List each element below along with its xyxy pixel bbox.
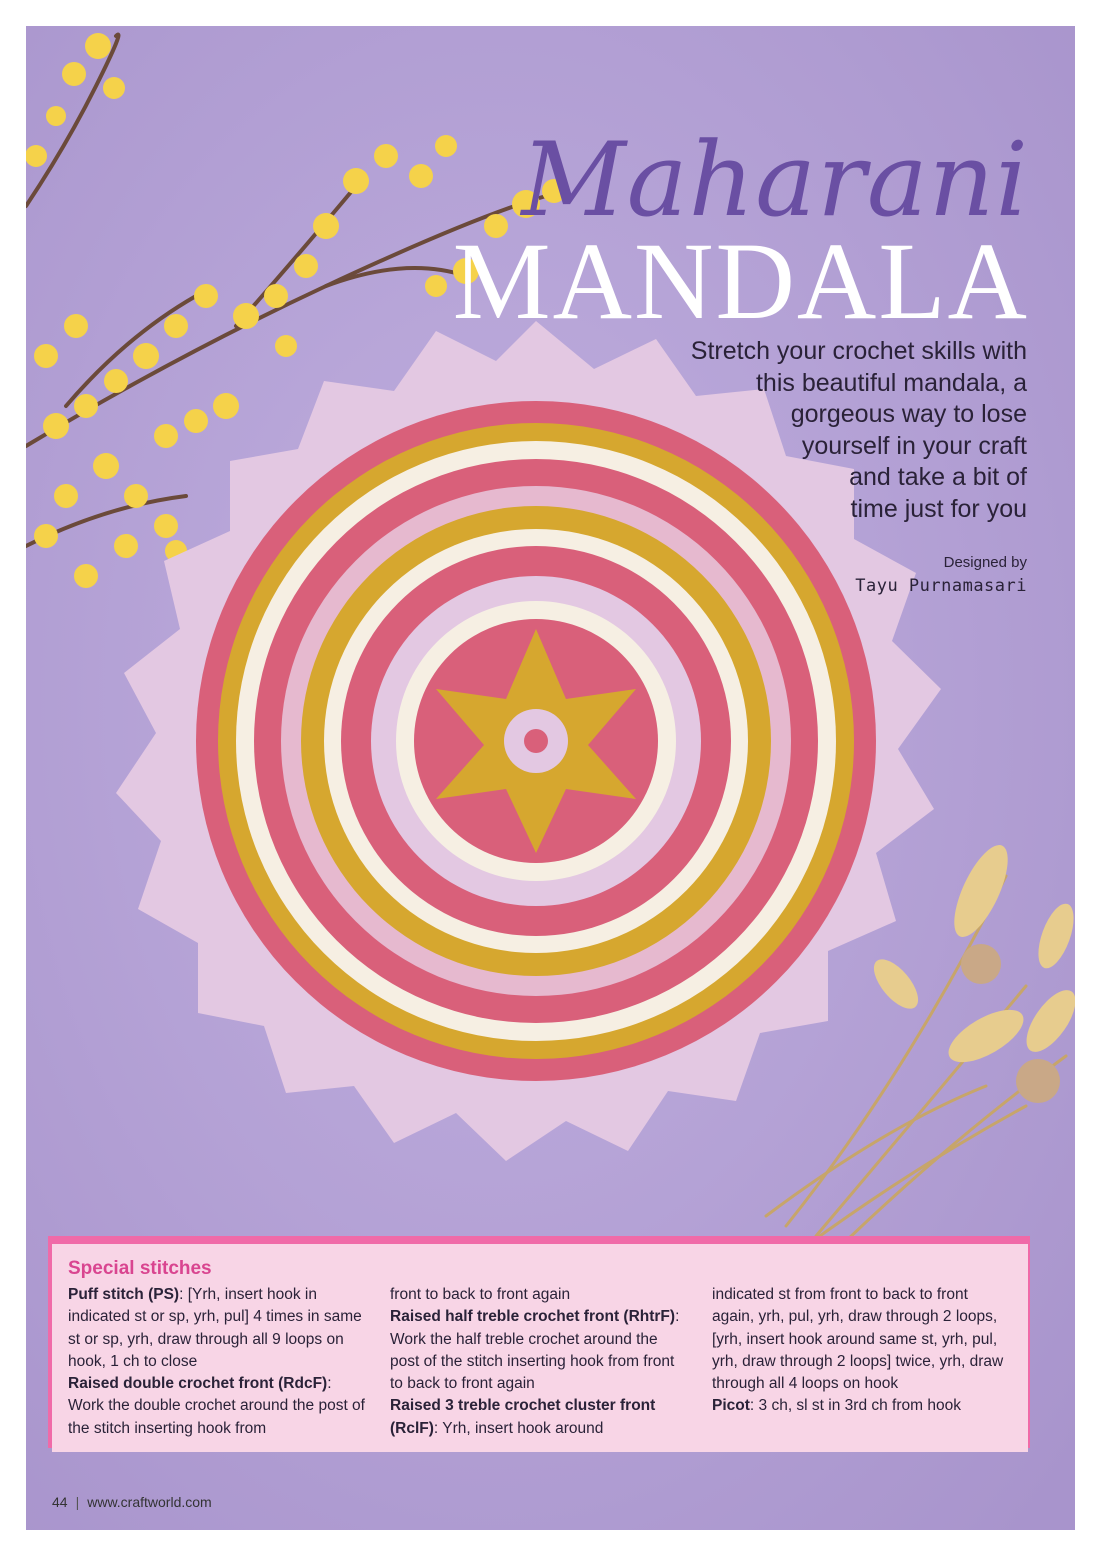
stitch-term: Puff stitch (PS) <box>68 1286 180 1303</box>
stitches-column-2 <box>390 1284 690 1440</box>
page-folio <box>52 1494 212 1510</box>
folio-divider: | <box>75 1494 80 1510</box>
standfirst-line: gorgeous way to lose <box>790 400 1027 428</box>
designer-name: Tayu Purnamasari <box>855 576 1027 596</box>
stitch-term: Picot <box>712 1397 750 1415</box>
stitch-definition: : 3 ch, sl st in 3rd ch from hook <box>749 1397 961 1415</box>
stitch-definition: : Yrh, insert hook around <box>433 1419 604 1437</box>
standfirst <box>607 336 1027 525</box>
standfirst-line: and take a bit of <box>849 463 1027 491</box>
stitch-term: Raised 3 treble crochet cluster front (RclF) <box>390 1397 656 1437</box>
standfirst-line: time just for you <box>850 494 1027 523</box>
credit-label: Designed by <box>943 554 1027 571</box>
website-url: www.craftworld.com <box>87 1494 212 1510</box>
stitch-term: Raised half treble crochet front (RhtrF) <box>390 1308 676 1326</box>
standfirst-line: yourself in your craft <box>801 431 1027 460</box>
panel-heading: Special stitches <box>68 1258 212 1279</box>
standfirst-line: this beautiful mandala, a <box>755 368 1027 397</box>
title-line-2: MANDALA <box>452 220 1029 342</box>
stitch-definition: : Work the half treble crochet around the post of the stitch inserting hook from front to back to front again <box>390 1308 680 1393</box>
standfirst-line: Stretch your crochet skills with <box>690 337 1027 365</box>
stitch-definition: : [Yrh, insert hook in indicated st or sp, yrh, pul] 4 times in same st or sp, yrh, draw through all 9 loops on hook, 1 ch to close <box>68 1286 362 1370</box>
title-line-1: Maharani <box>521 121 1029 240</box>
special-stitches-panel <box>52 1244 1028 1452</box>
page-number: 44 <box>52 1494 68 1510</box>
stitch-term: Raised double crochet front (RdcF) <box>68 1375 328 1393</box>
stitches-column-3 <box>712 1284 1012 1418</box>
stitch-definition: front to back to front again <box>390 1286 571 1303</box>
stitches-column-1 <box>68 1284 368 1440</box>
stitch-definition: : Work the double crochet around the post of the stitch inserting hook from <box>68 1375 365 1437</box>
stitch-definition: indicated st from front to back to front again, yrh, pul, yrh, draw through 2 loops, [yrh, insert hook around same st, yrh, pul, yrh, draw through 2 loops] twice, yrh, draw through all 4 loops on hook <box>712 1286 1004 1393</box>
